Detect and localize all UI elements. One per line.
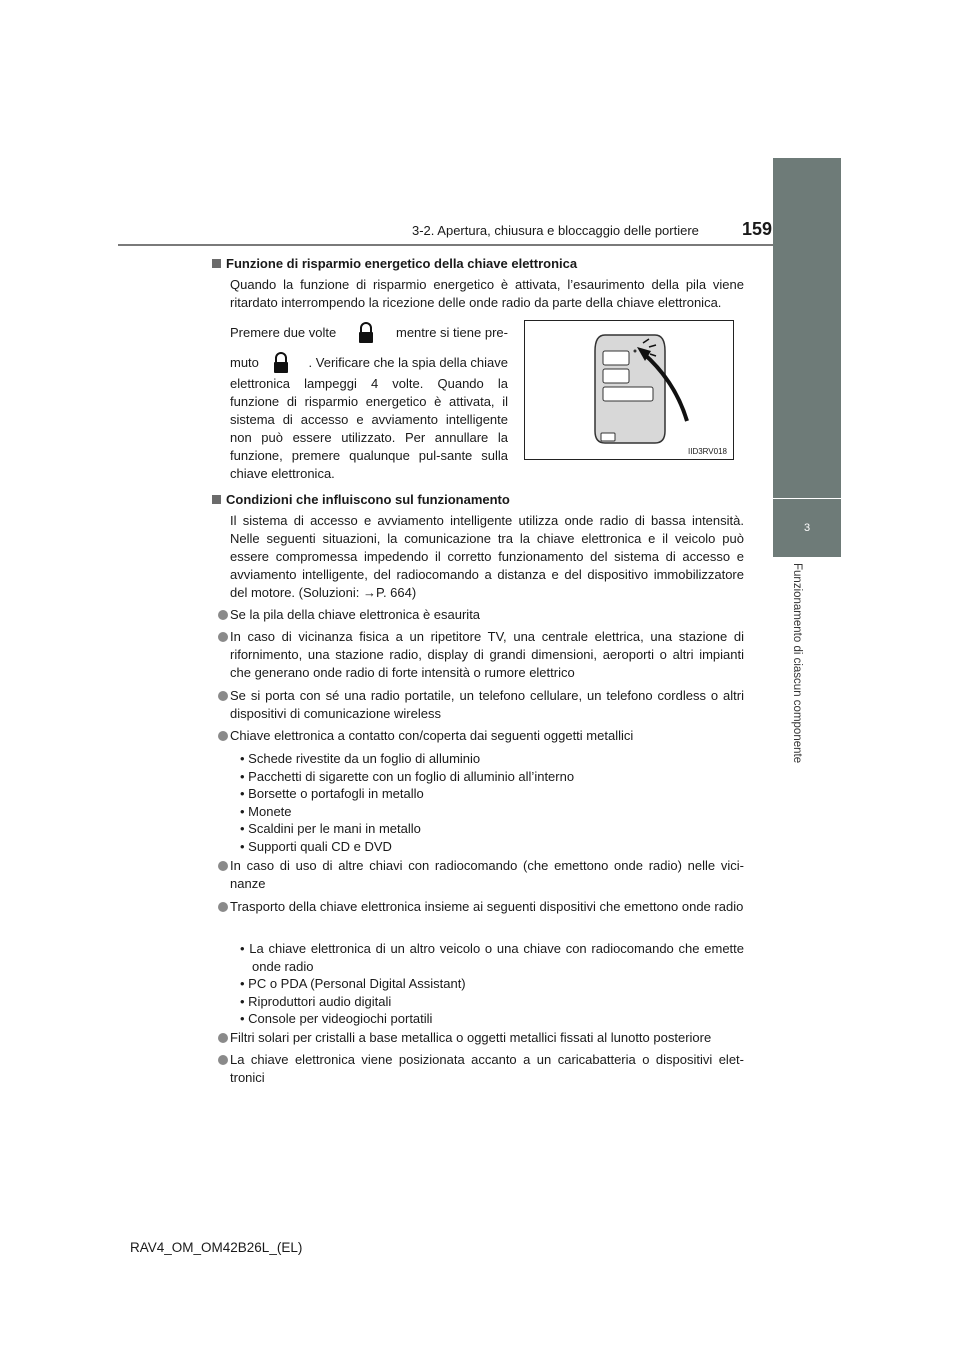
bullet-item: La chiave elettronica viene posizionata accanto a un caricabatteria o dispositivi elet-tronici (218, 1051, 744, 1087)
bullet-dot-icon (218, 731, 228, 741)
side-tab-label-wrap (765, 563, 825, 793)
conditions-intro-text: Il sistema di accesso e avviamento intelligente utilizza onde radio di bassa intensità. Nelle seguenti situazioni, la comunicazione tra la chiave elettronica e il veicolo può essere compromessa impedendo il corretto funzionamento del sistema di accesso e avviamento intelligente, del radiocomando a distanza e del dispositivo immobilizzatore del motore. (Soluzioni: →P. 664) (230, 513, 744, 600)
bullet-item: Se si porta con sé una radio portatile, un telefono cellulare, un telefono cordless o altri dispositivi di comunicazione wireless (218, 687, 744, 723)
heading-square-icon (212, 495, 221, 504)
bullet-dot-icon (218, 1033, 228, 1043)
lock-button-icon (356, 322, 376, 344)
section-heading-conditions (212, 492, 510, 507)
section-heading-energy-saving (212, 256, 577, 271)
list-item: • La chiave elettronica di un altro veicolo o una chiave con radiocomando che emette onde radio (240, 941, 744, 974)
list-item: • Scaldini per le mani in metallo (240, 821, 421, 836)
list-item: • Borsette o portafogli in metallo (240, 786, 424, 801)
conditions-intro (230, 512, 744, 602)
metal-objects-list (240, 750, 574, 855)
energy-saving-instructions (230, 322, 508, 483)
instruction-line2a: muto (230, 355, 259, 370)
instruction-rest: elettronica lampeggi 4 volte. Quando la funzione di risparmio energetico è attivata, il sistema di accesso e avviamento intelligente non può essere utilizzato. Per annullare la funzione, premere qualunque pul-sante sulla chiave elettronica. (230, 376, 508, 481)
side-tab-number: 3 (773, 499, 841, 557)
bullet-dot-icon (218, 1055, 228, 1065)
figure-code: IID3RV018 (688, 447, 727, 456)
page-number: 159 (742, 219, 773, 239)
side-tab-label: Funzionamento di ciascun componente (791, 563, 803, 764)
list-item: • Console per videogiochi portatili (240, 1011, 433, 1026)
section-title: Condizioni che influiscono sul funzionamento (226, 492, 510, 507)
smart-key-figure (524, 320, 734, 460)
radio-devices-list (240, 940, 744, 1028)
list-item: • Pacchetti di sigarette con un foglio di alluminio all’interno (240, 768, 575, 784)
header-rule (118, 244, 840, 246)
bullet-item: In caso di vicinanza fisica a un ripetitore TV, una centrale elettrica, una stazione di rifornimento, una stazione radio, display di grandi dimensioni, aeroporti o altri impianti che generano onde radio di forte intensità o rumore elettrico (218, 628, 744, 682)
instruction-line2b: . Verificare che la spia della chiave (308, 355, 508, 370)
bullet-item: Trasporto della chiave elettronica insieme ai seguenti dispositivi che emettono onde radio (218, 898, 744, 916)
list-item: • Schede rivestite da un foglio di alluminio (240, 751, 481, 766)
footer-code: RAV4_OM_OM42B26L_(EL) (130, 1240, 303, 1255)
energy-saving-intro (230, 276, 744, 312)
list-item: • PC o PDA (Personal Digital Assistant) (240, 976, 466, 991)
bullet-dot-icon (218, 902, 228, 912)
header-section-title: 3-2. Apertura, chiusura e bloccaggio delle portiere (412, 223, 699, 238)
instruction-line1b: mentre si tiene pre- (395, 325, 508, 340)
intro-text: Quando la funzione di risparmio energetico è attivata, l’esaurimento della pila viene ritardato interrompendo la ricezione delle onde radio da parte della chiave elettronica. (230, 277, 744, 310)
smart-key-illustration (525, 321, 733, 459)
side-tab-bar (773, 158, 841, 498)
instruction-line1a: Premere due volte (230, 325, 337, 340)
bullet-item: Se la pila della chiave elettronica è esaurita (218, 606, 744, 624)
list-item: • Riproduttori audio digitali (240, 993, 392, 1009)
bullet-dot-icon (218, 691, 228, 701)
bullet-dot-icon (218, 610, 228, 620)
bullet-item: Chiave elettronica a contatto con/coperta dai seguenti oggetti metallici (218, 727, 744, 745)
list-item: • Monete (240, 803, 292, 819)
bullet-item: In caso di uso di altre chiavi con radiocomando (che emettono onde radio) nelle vici-nanze (218, 857, 744, 893)
heading-square-icon (212, 259, 221, 268)
section-title: Funzione di risparmio energetico della chiave elettronica (226, 256, 578, 271)
list-item: • Supporti quali CD e DVD (240, 838, 392, 854)
bullet-dot-icon (218, 861, 228, 871)
bullet-dot-icon (218, 632, 228, 642)
lock-button-icon-2 (271, 352, 291, 374)
bullet-item: Filtri solari per cristalli a base metallica o oggetti metallici fissati al lunotto posteriore (218, 1029, 744, 1047)
